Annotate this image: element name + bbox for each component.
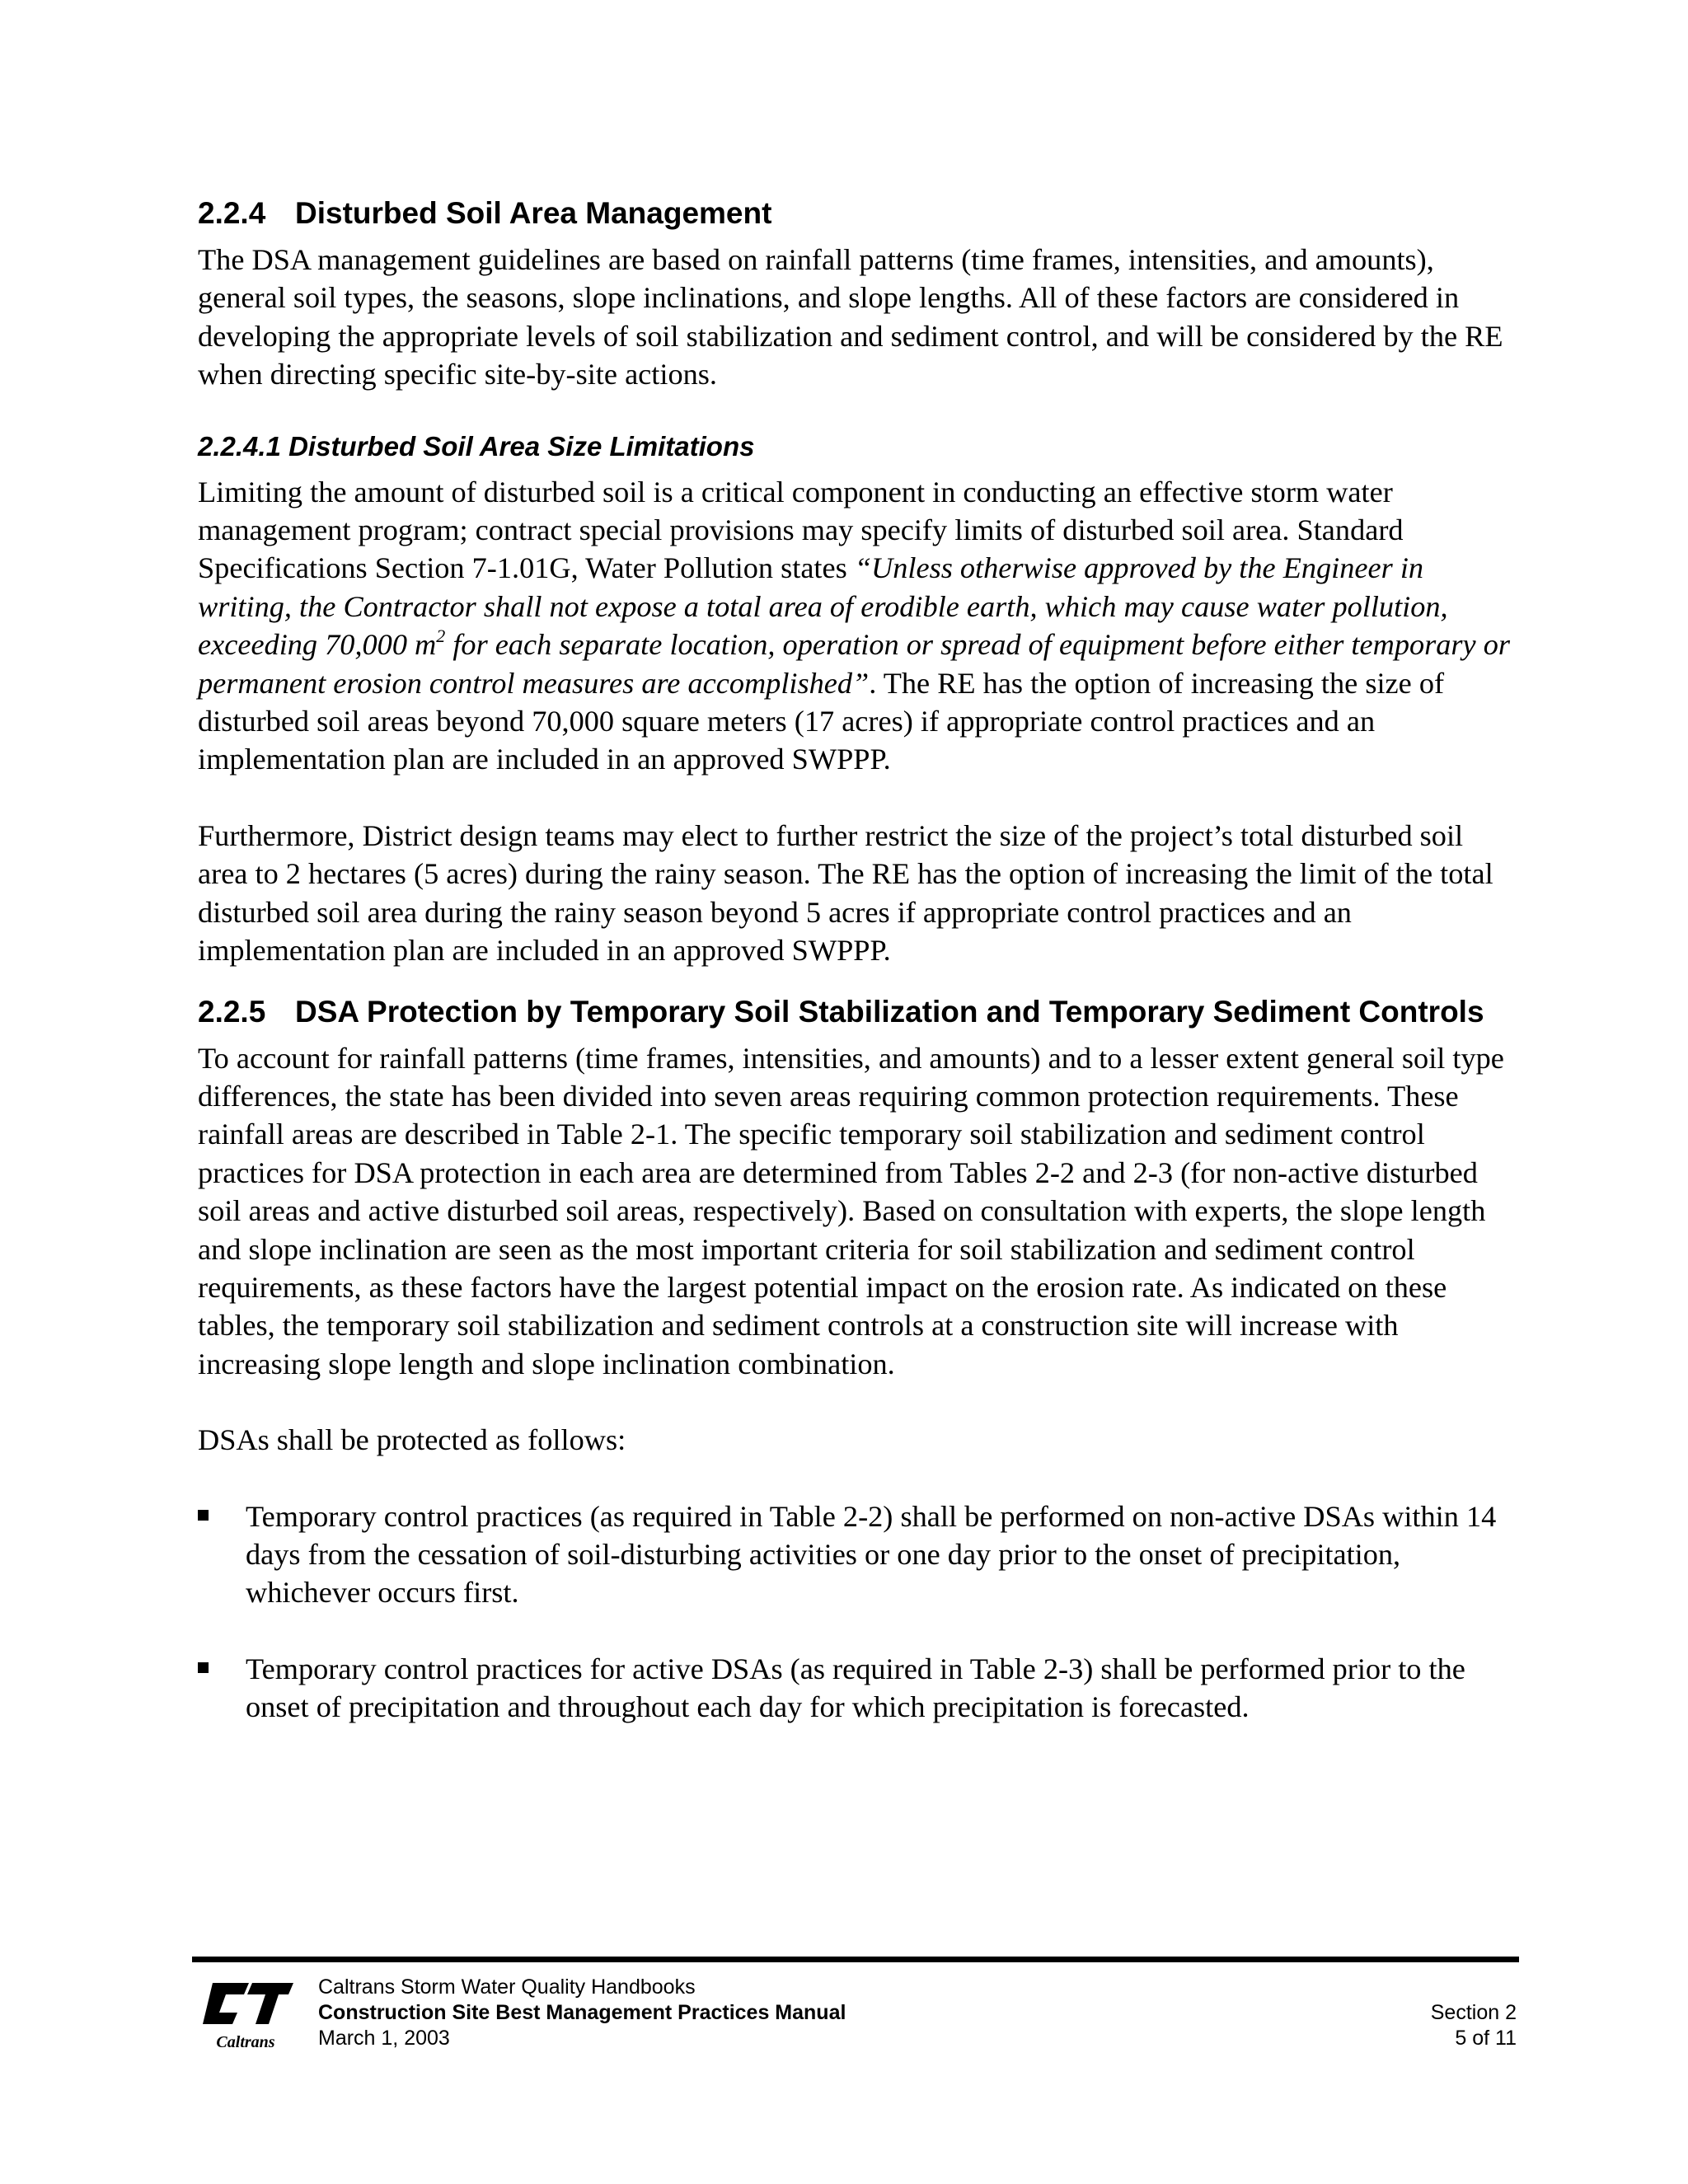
paragraph-district-restrictions: Furthermore, District design teams may elect to further restrict the size of the project’s total disturbed soil area to 2 hectares (5 acres) during the rainy season. The RE has the option of increasing the limit of the total disturbed soil area during the rainy season beyond 5 acres if appropriate control practices and an implementation plan are included in an approved SWPPP.	[198, 818, 1493, 968]
section-heading-2-2-5	[198, 993, 1517, 1031]
bullet-text: Temporary control practices for active DSAs (as required in Table 2-3) shall be performed prior to the onset of precipitation and throughout each day for which precipitation is forecasted.	[246, 1652, 1465, 1724]
paragraph-size-limitations	[198, 473, 1517, 779]
footer-page-number: 5 of 11	[1455, 2027, 1517, 2050]
section-title: DSA Protection by Temporary Soil Stabilization and Temporary Sediment Controls	[295, 994, 1484, 1029]
bullet-item-active	[198, 1650, 1517, 1727]
superscript-2: 2	[436, 626, 446, 647]
spec-quote-part-b: for each separate location, operation or spread of equipment before either temporary or permanent erosion control measures are accomplished”	[198, 628, 1510, 700]
footer-handbook-title: Caltrans Storm Water Quality Handbooks	[318, 1975, 696, 1999]
paragraph-dsa-guidelines: The DSA management guidelines are based on rainfall patterns (time frames, intensities, and amounts), general soil types, the seasons, slope inclinations, and slope lengths. All of these factors are considered in developing the appropriate levels of soil stabilization and sediment control, and will be considered by the RE when directing specific site-by-site actions.	[198, 243, 1503, 391]
section-number: 2.2.5	[198, 994, 266, 1029]
footer-manual-title: Construction Site Best Management Practices Manual	[318, 2001, 846, 2024]
bullet-item-non-active	[198, 1497, 1517, 1612]
size-limit-lead-text: Limiting the amount of disturbed soil is a critical component in conducting an effective storm water management program; contract special provisions may specify limits of disturbed soil area. Standard Specifications Section 7-1.01G, Water Pollution states	[198, 475, 1404, 585]
section-title: Disturbed Soil Area Management	[295, 196, 772, 230]
paragraph-protection-intro: DSAs shall be protected as follows:	[198, 1423, 626, 1457]
footer-right	[1431, 2000, 1517, 2051]
section-number: 2.2.4	[198, 196, 266, 230]
paragraph-rainfall-areas: To account for rainfall patterns (time frames, intensities, and amounts) and to a lesser extent general soil type differences, the state has been divided into seven areas requiring common protection requirements. These rainfall areas are described in Table 2-1. The specific temporary soil stabilization and sediment control practices for DSA protection in each area are determined from Tables 2-2 and 2-3 (for non-active disturbed soil areas and active disturbed soil areas, respectively). Based on consultation with experts, the slope length and slope inclination are seen as the most important criteria for soil stabilization and sediment control requirements, as these factors have the largest potential impact on the erosion rate. As indicated on these tables, the temporary soil stabilization and sediment controls at a construction site will increase with increasing slope length and slope inclination combination.	[198, 1041, 1504, 1380]
footer-date: March 1, 2003	[318, 2027, 450, 2050]
square-bullet-icon	[198, 1510, 209, 1521]
size-limit-tail-text: . The RE has the option of increasing the size of disturbed soil areas beyond 70,000 square meters (17 acres) if appropriate control practices and an implementation plan are included in an approved SWPPP.	[198, 666, 1445, 776]
square-bullet-icon	[198, 1662, 209, 1673]
bullet-text: Temporary control practices (as required in Table 2-2) shall be performed on non-active DSAs within 14 days from the cessation of soil-disturbing activities or one day prior to the onset of precipitation, whichever occurs first.	[246, 1499, 1497, 1610]
caltrans-logo-icon	[198, 1976, 297, 2052]
section-heading-2-2-4	[198, 194, 1517, 232]
footer-section-label: Section 2	[1430, 2001, 1517, 2024]
footer-left	[318, 1975, 846, 2051]
caltrans-logo-text: Caltrans	[216, 2033, 275, 2051]
page-content	[198, 194, 1517, 1727]
subsection-heading-2-2-4-1: 2.2.4.1 Disturbed Soil Area Size Limitations	[198, 430, 755, 462]
footer-divider	[192, 1957, 1519, 1962]
spec-quote-part-a: “Unless otherwise approved by the Engineer in writing, the Contractor shall not expose a total area of erodible earth, which may cause water pollution, exceeding 70,000 m	[198, 551, 1448, 662]
